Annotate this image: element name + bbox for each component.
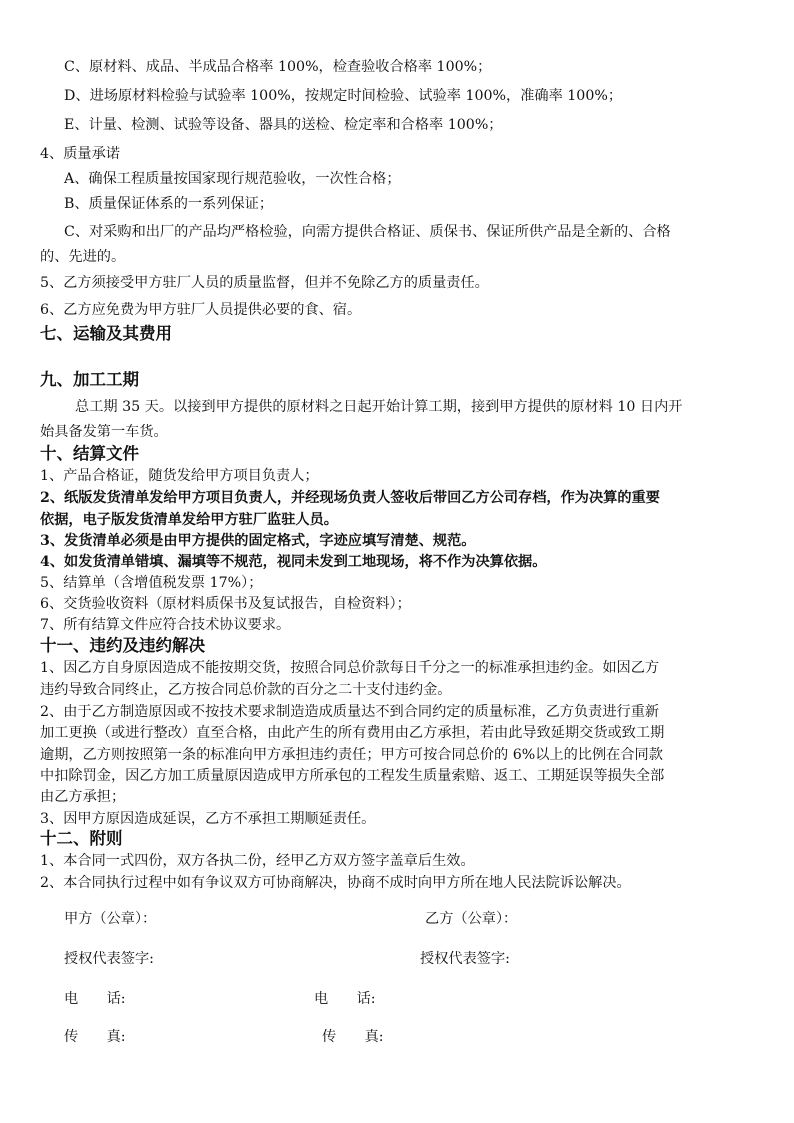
party-a-rep-label: 授权代表签字: <box>64 951 154 967</box>
party-a-fax-label: 传 真: <box>64 1029 126 1045</box>
party-a-phone-label: 电 话: <box>64 991 126 1007</box>
breach-item-1-line2: 违约导致合同终止，乙方按合同总价款的百分之二十支付违约金。 <box>40 682 452 698</box>
section-twelve-title: 十二、附则 <box>40 829 123 848</box>
settlement-item-6: 6、交货验收资料（原材料质保书及复试报告，自检资料）； <box>40 596 411 612</box>
schedule-para-line2: 始具备发第一车货。 <box>40 424 168 440</box>
settlement-item-2-line1: 2、纸版发货清单发给甲方项目负责人，并经现场负责人签收后带回乙方公司存档，作为决算的重要 <box>40 490 660 506</box>
breach-item-1-line1: 1、因乙方自身原因造成不能按期交货，按照合同总价款每日千分之一的标准承担违约金。如因乙方 <box>40 660 660 676</box>
appendix-item-1: 1、本合同一式四份，双方各执二份，经甲乙方双方签字盖章后生效。 <box>40 853 475 869</box>
settlement-item-3: 3、发货清单必须是由甲方提供的固定格式，字迹应填写清楚、规范。 <box>40 533 476 549</box>
section-seven-title: 七、运输及其费用 <box>40 324 172 343</box>
party-a-seal-label: 甲方（公章）： <box>64 911 157 927</box>
section-ten-title: 十、结算文件 <box>40 444 139 463</box>
section-nine-title: 九、加工工期 <box>40 370 139 389</box>
breach-item-2-line4: 中扣除罚金，因乙方加工质量原因造成甲方所承包的工程发生质量索赔、返工、工期延误等损失全部 <box>40 768 665 784</box>
commitment-item-c-cont: 的、先进的。 <box>40 249 126 265</box>
breach-item-2-line3: 逾期，乙方则按照第一条的标准向甲方承担违约责任；甲方可按合同总价的 6%以上的比例在合同款 <box>40 747 663 763</box>
quality-item-d: D、进场原材料检验与试验率 100%，按规定时间检验、试验率 100%，准确率 100%； <box>64 88 623 104</box>
settlement-item-5: 5、结算单（含增值税发票 17%）； <box>40 575 263 591</box>
breach-item-2-line5: 由乙方承担； <box>40 789 126 805</box>
quality-item-6: 6、乙方应免费为甲方驻厂人员提供必要的食、宿。 <box>40 302 362 318</box>
settlement-item-7: 7、所有结算文件应符合技术协议要求。 <box>40 617 291 633</box>
breach-item-3: 3、因甲方原因造成延误，乙方不承担工期顺延责任。 <box>40 811 376 827</box>
commitment-item-a: A、确保工程质量按国家现行规范验收，一次性合格； <box>64 171 401 187</box>
settlement-item-2-line2: 依据，电子版发货清单发给甲方驻厂监驻人员。 <box>40 512 338 528</box>
party-b-phone-label: 电 话: <box>314 991 376 1007</box>
schedule-para-line1: 总工期 35 天。以接到甲方提供的原材料之日起开始计算工期，接到甲方提供的原材料 10 日内开 <box>75 399 683 415</box>
party-b-fax-label: 传 真: <box>322 1029 384 1045</box>
quality-item-e: E、计量、检测、试验等设备、器具的送检、检定率和合格率 100%； <box>64 117 503 133</box>
party-b-rep-label: 授权代表签字: <box>420 951 510 967</box>
settlement-item-4: 4、如发货清单错填、漏填等不规范，视同未发到工地现场，将不作为决算依据。 <box>40 554 547 570</box>
quality-item-5: 5、乙方须接受甲方驻厂人员的质量监督，但并不免除乙方的质量责任。 <box>40 275 489 291</box>
commitment-item-b: B、质量保证体系的一系列保证； <box>64 196 274 212</box>
quality-item-c: C、原材料、成品、半成品合格率 100%，检查验收合格率 100%； <box>64 59 492 75</box>
settlement-item-1: 1、产品合格证，随货发给甲方项目负责人； <box>40 468 319 484</box>
breach-item-2-line2: 加工更换（或进行整改）直至合格，由此产生的所有费用由乙方承担，若由此导致延期交货或致工期 <box>40 725 665 741</box>
commitment-item-c: C、对采购和出厂的产品均严格检验，向需方提供合格证、质保书、保证所供产品是全新的、合格 <box>64 224 671 240</box>
party-b-seal-label: 乙方（公章）： <box>425 911 518 927</box>
appendix-item-2: 2、本合同执行过程中如有争议双方可协商解决，协商不成时向甲方所在地人民法院诉讼解决。 <box>40 875 631 891</box>
quality-commitment-title: 4、质量承诺 <box>40 146 120 162</box>
breach-item-2-line1: 2、由于乙方制造原因或不按技术要求制造造成质量达不到合同约定的质量标准，乙方负责进行重新 <box>40 704 660 720</box>
section-eleven-title: 十一、违约及违约解决 <box>40 636 205 655</box>
